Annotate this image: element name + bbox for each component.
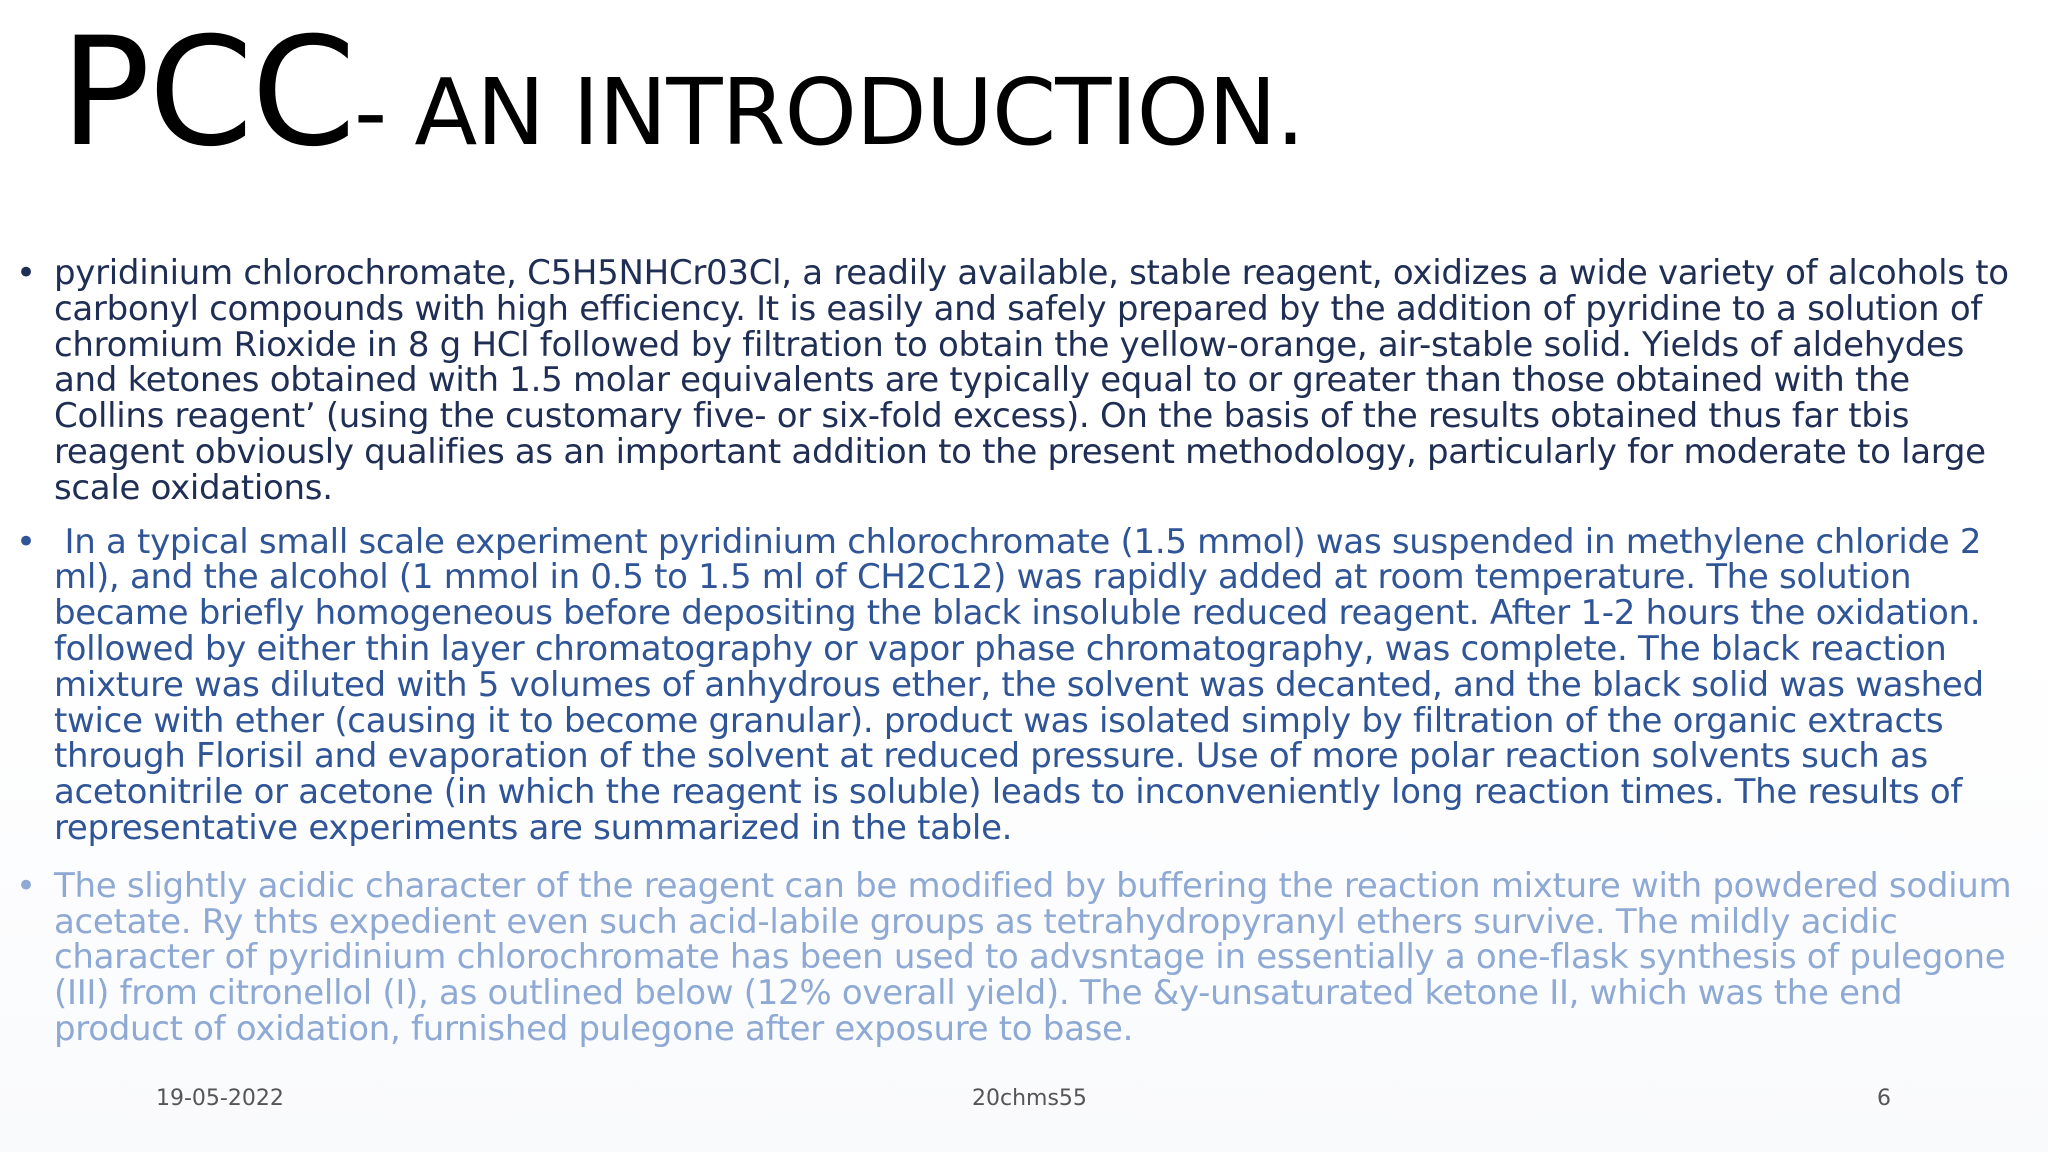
footer-date: 19-05-2022	[156, 1086, 284, 1111]
bullet-text: In a typical small scale experiment pyridinium chlorochromate (1.5 mmol) was suspended in methylene chloride 2 ml), and the alcohol (1 mmol in 0.5 to 1.5 ml of CH2C12) was rapidly added at room temperature. The solution became briefly homogeneous before depositing the black insoluble reduced reagent. After 1-2 hours the oxidation. followed by either thin layer chromatography or vapor phase chromatography, was complete. The black reaction mixture was diluted with 5 volumes of anhydrous ether, the solvent was decanted, and the black solid was washed twice with ether (causing it to become granular). product was isolated simply by filtration of the organic extracts through Florisil and evaporation of the solvent at reduced pressure. Use of more polar reaction solvents such as acetonitrile or acetone (in which the reagent is soluble) leads to inconveniently long reaction times. The results of representative experiments are summarized in the table.	[54, 521, 1995, 848]
footer-center-text: 20chms55	[972, 1086, 1087, 1111]
title-main: PCC	[60, 6, 354, 180]
bullet-item-1	[12, 253, 2012, 508]
bullet-marker: •	[16, 521, 36, 562]
title-sub: - AN INTRODUCTION.	[353, 59, 1305, 166]
bullet-item-2	[12, 521, 2012, 848]
bullet-text: pyridinium chlorochromate, C5H5NHCr03Cl, a readily available, stable reagent, oxidizes a wide variety of alcohols to carbonyl compounds with high efficiency. It is easily and safely prepared by the addition of pyridine to a solution of chromium Rioxide in 8 g HCl followed by filtration to obtain the yellow-orange, air-stable solid. Yields of aldehydes and ketones obtained with 1.5 molar equivalents are typically equal to or greater than those obtained with the Collins reagent’ (using the customary five- or six-fold excess). On the basis of the results obtained thus far tbis reagent obviously qualifies as an important addition to the present methodology, particularly for moderate to large scale oxidations.	[54, 253, 2009, 508]
footer-page-number: 6	[1877, 1086, 1891, 1111]
slide-title	[60, 6, 1305, 180]
bullet-text: The slightly acidic character of the reagent can be modified by buffering the reaction mixture with powdered sodium acetate. Ry thts expedient even such acid-labile groups as tetrahydropyranyl ethers survive. The mildly acidic character of pyridinium chlorochromate has been used to advsntage in essentially a one-flask synthesis of pulegone (III) from citronellol (I), as outlined below (12% overall yield). The &y-unsaturated ketone II, which was the end product of oxidation, furnished pulegone after exposure to base.	[54, 865, 2012, 1049]
bullet-item-3	[12, 865, 2012, 1049]
bullet-marker: •	[16, 865, 36, 906]
bullet-list	[12, 253, 2012, 1066]
bullet-marker: •	[16, 253, 36, 293]
